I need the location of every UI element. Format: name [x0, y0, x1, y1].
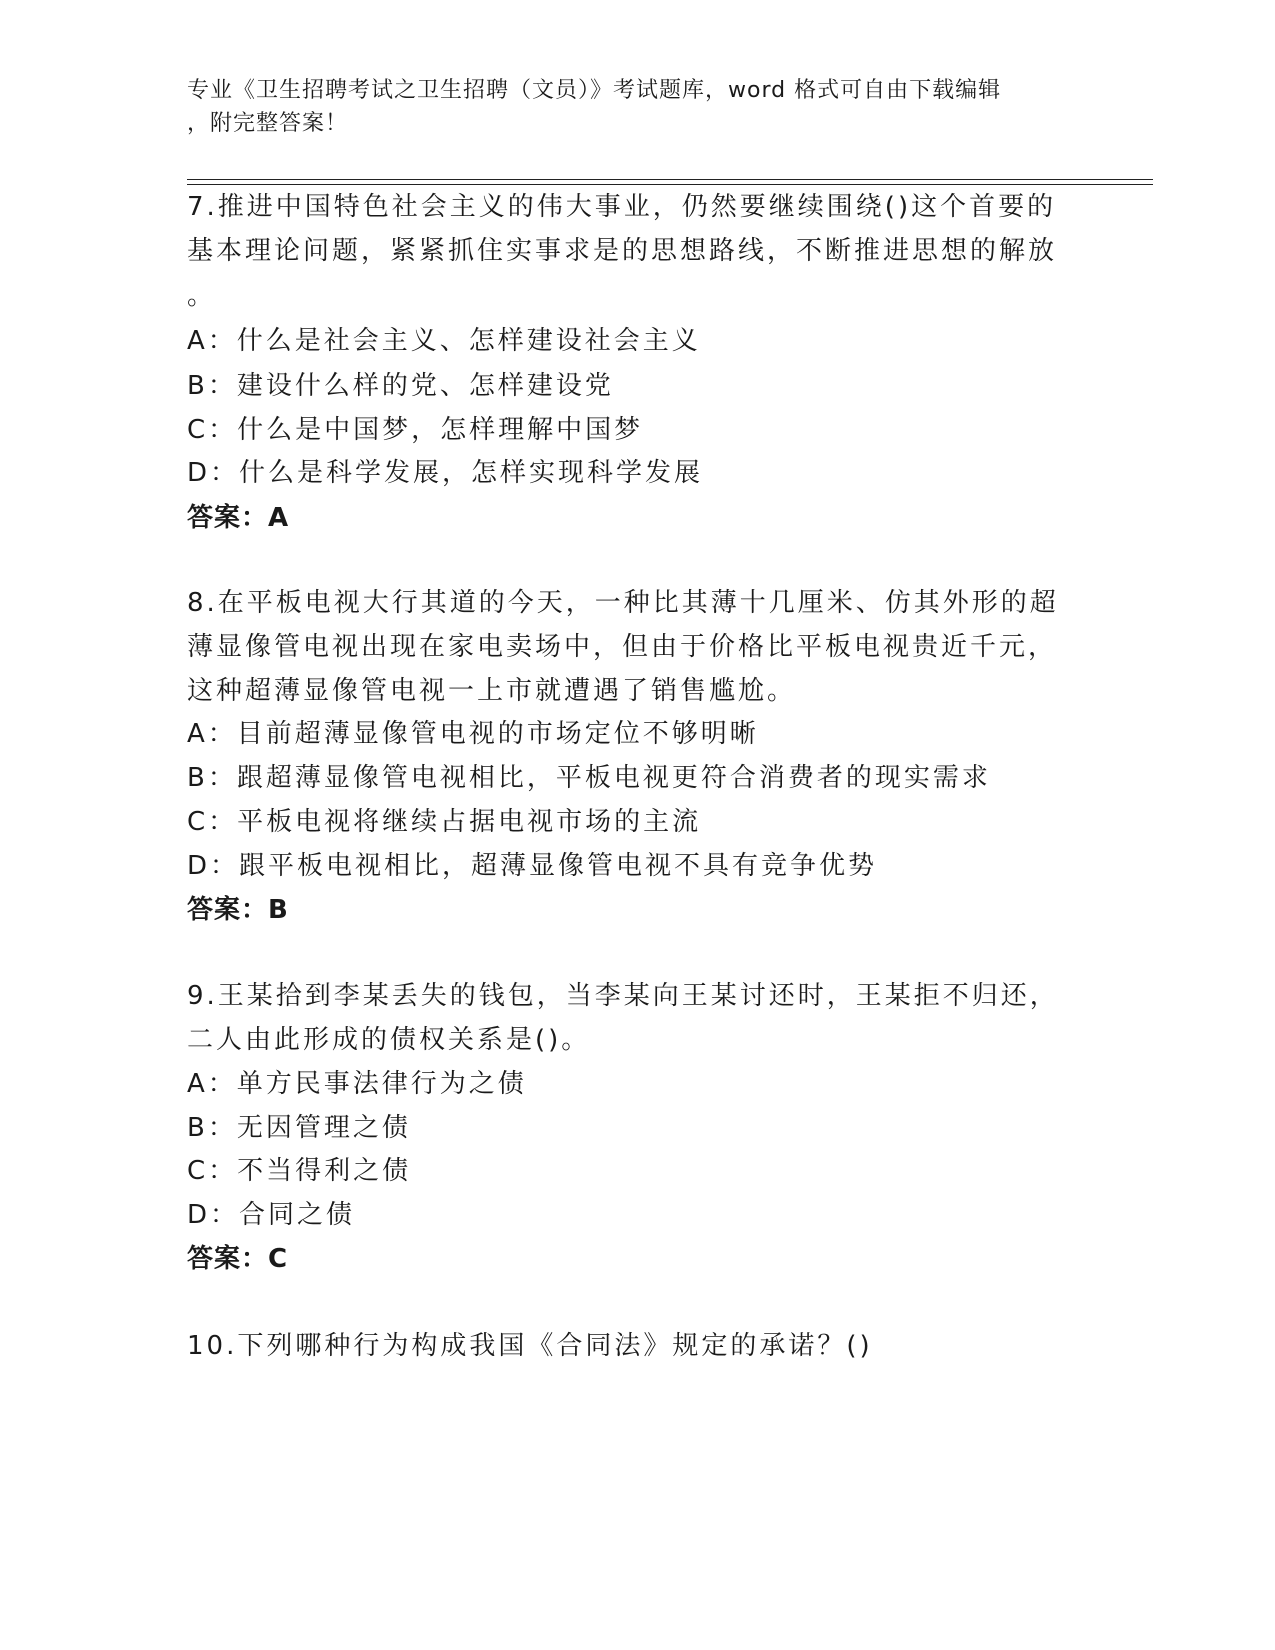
question-9-answer: 答案：C — [187, 1244, 289, 1274]
question-7-line-3: 。 — [187, 281, 217, 311]
question-8-option-c: C：平板电视将继续占据电视市场的主流 — [187, 807, 702, 837]
question-9-option-a: A：单方民事法律行为之债 — [187, 1069, 527, 1099]
question-8-line-3: 这种超薄显像管电视一上市就遭遇了销售尴尬。 — [187, 676, 797, 706]
question-8-option-b: B：跟超薄显像管电视相比，平板电视更符合消费者的现实需求 — [187, 763, 991, 793]
question-9-option-c: C：不当得利之债 — [187, 1156, 412, 1186]
header-line-2: ，附完整答案！ — [187, 111, 349, 136]
question-7-option-c: C：什么是中国梦，怎样理解中国梦 — [187, 415, 644, 445]
question-8-line-1: 8.在平板电视大行其道的今天，一种比其薄十几厘米、仿其外形的超 — [187, 588, 1059, 618]
question-8-line-2: 薄显像管电视出现在家电卖场中，但由于价格比平板电视贵近千元， — [187, 632, 1058, 662]
question-7-option-b: B：建设什么样的党、怎样建设党 — [187, 371, 614, 401]
question-7-line-1: 7.推进中国特色社会主义的伟大事业，仍然要继续围绕()这个首要的 — [187, 192, 1057, 222]
question-7-option-a: A：什么是社会主义、怎样建设社会主义 — [187, 326, 701, 356]
header-line-1: 专业《卫生招聘考试之卫生招聘（文员）》考试题库，word 格式可自由下载编辑 — [187, 78, 1002, 103]
question-9-line-2: 二人由此形成的债权关系是()。 — [187, 1025, 591, 1055]
question-7-line-2: 基本理论问题，紧紧抓住实事求是的思想路线，不断推进思想的解放 — [187, 236, 1058, 266]
question-9-option-b: B：无因管理之债 — [187, 1113, 411, 1143]
header-divider-top — [187, 179, 1153, 180]
question-8-option-a: A：目前超薄显像管电视的市场定位不够明晰 — [187, 719, 759, 749]
header-divider-bottom — [187, 184, 1153, 185]
question-10-line-1: 10.下列哪种行为构成我国《合同法》规定的承诺？() — [187, 1331, 873, 1361]
question-7-answer: 答案：A — [187, 503, 290, 533]
document-header — [187, 74, 1077, 140]
question-8-option-d: D：跟平板电视相比，超薄显像管电视不具有竞争优势 — [187, 851, 878, 881]
question-9-option-d: D：合同之债 — [187, 1200, 356, 1230]
question-8-answer: 答案：B — [187, 895, 289, 925]
question-7-option-d: D：什么是科学发展，怎样实现科学发展 — [187, 458, 704, 488]
question-9-line-1: 9.王某拾到李某丢失的钱包，当李某向王某讨还时，王某拒不归还， — [187, 981, 1059, 1011]
